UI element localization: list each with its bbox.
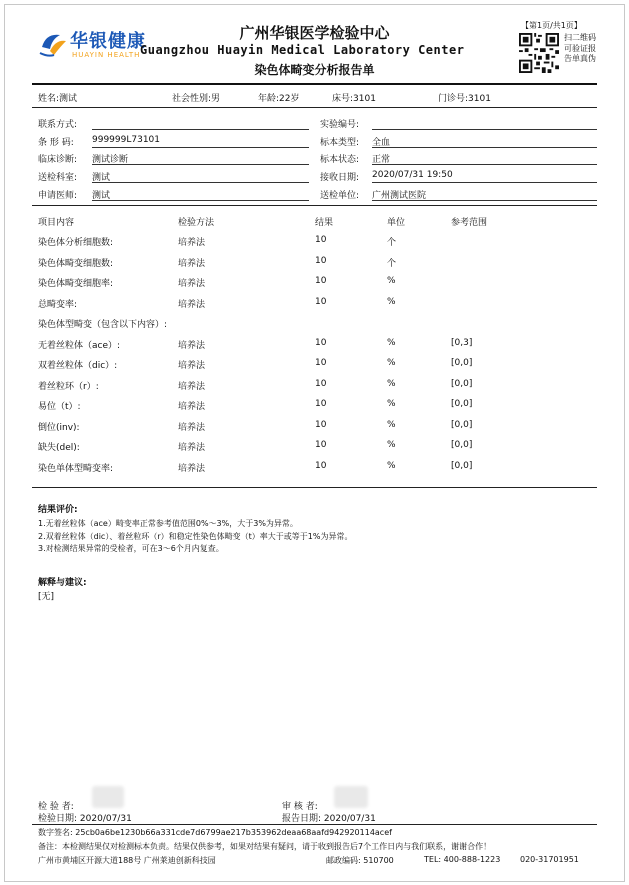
result-method: 培养法 bbox=[178, 443, 206, 453]
info-left-underline bbox=[92, 182, 309, 183]
bed-value: 3101 bbox=[353, 94, 376, 104]
result-ref: [0,0] bbox=[451, 399, 473, 409]
info-right-value: 2020/07/31 19:50 bbox=[372, 170, 453, 180]
result-item: 染色单体型畸变率: bbox=[38, 464, 114, 474]
info-right-value: 广州测试医院 bbox=[372, 191, 427, 201]
result-item: 染色体分析细胞数: bbox=[38, 238, 114, 248]
result-item: 双着丝粒体（dic）: bbox=[38, 361, 118, 371]
header-result: 结果 bbox=[315, 218, 334, 228]
divider-patient bbox=[32, 107, 597, 108]
result-item: 易位（t）: bbox=[38, 402, 81, 412]
tester-label: 检 验 者: bbox=[38, 802, 74, 812]
report-date bbox=[282, 811, 376, 824]
tester-signature bbox=[92, 786, 124, 808]
clinic-label: 门诊号: bbox=[438, 94, 469, 104]
report-date-label: 报告日期: bbox=[282, 814, 322, 824]
header-unit: 单位 bbox=[387, 218, 406, 228]
result-ref: [0,0] bbox=[451, 379, 473, 389]
divider-info bbox=[32, 205, 597, 206]
test-date-value: 2020/07/31 bbox=[79, 814, 132, 824]
result-item: 无着丝粒体（ace）: bbox=[38, 341, 121, 351]
info-left-underline bbox=[92, 129, 309, 130]
bed-label: 床号: bbox=[332, 94, 354, 104]
page-info: 【第1页/共1页】 bbox=[521, 21, 582, 30]
test-date bbox=[38, 811, 132, 824]
result-ref: [0,3] bbox=[451, 338, 473, 348]
result-result: 10 bbox=[315, 338, 327, 348]
result-unit: % bbox=[387, 399, 396, 409]
result-ref: [0,0] bbox=[451, 358, 473, 368]
info-left-label: 联系方式: bbox=[38, 120, 78, 130]
gender-label: 社会性别: bbox=[172, 94, 212, 104]
result-unit: 个 bbox=[387, 259, 397, 269]
gender-value: 男 bbox=[211, 94, 221, 104]
info-left-value: 测试 bbox=[92, 191, 111, 201]
age-label: 年龄: bbox=[258, 94, 280, 104]
result-unit: % bbox=[387, 297, 396, 307]
footer-address: 广州市黄埔区开源大道188号 广州莱迪创新科技园 bbox=[38, 856, 216, 865]
clinic-value: 3101 bbox=[468, 94, 491, 104]
result-result: 10 bbox=[315, 358, 327, 368]
result-result: 10 bbox=[315, 420, 327, 430]
info-left-underline bbox=[92, 164, 309, 165]
info-left-label: 条 形 码: bbox=[38, 138, 74, 148]
info-left-underline bbox=[92, 200, 309, 201]
info-right-underline bbox=[372, 129, 597, 130]
logo-text-cn: 华银健康 bbox=[70, 31, 146, 52]
info-right-underline bbox=[372, 147, 597, 148]
result-item: 缺失(del): bbox=[38, 443, 80, 453]
result-unit: % bbox=[387, 420, 396, 430]
evaluation-title: 结果评价: bbox=[38, 505, 78, 515]
result-method: 培养法 bbox=[178, 402, 206, 412]
result-method: 培养法 bbox=[178, 341, 206, 351]
info-right-label: 接收日期: bbox=[320, 173, 360, 183]
info-left-underline bbox=[92, 147, 309, 148]
header-ref: 参考范围 bbox=[451, 218, 488, 228]
result-item: 总畸变率: bbox=[38, 300, 78, 310]
result-item: 染色体畸变细胞率: bbox=[38, 279, 114, 289]
result-item: 着丝粒环（r）: bbox=[38, 382, 99, 392]
result-result: 10 bbox=[315, 440, 327, 450]
info-right-label: 标本类型: bbox=[320, 138, 360, 148]
info-right-underline bbox=[372, 164, 597, 165]
result-item: 染色体畸变细胞数: bbox=[38, 259, 114, 269]
patient-name bbox=[38, 91, 77, 104]
info-left-label: 送检科室: bbox=[38, 173, 78, 183]
name-label: 姓名: bbox=[38, 94, 60, 104]
info-left-value: 测试诊断 bbox=[92, 155, 129, 165]
result-method: 培养法 bbox=[178, 423, 206, 433]
info-left-value: 999999L73101 bbox=[92, 135, 161, 145]
result-method: 培养法 bbox=[178, 259, 206, 269]
info-left-label: 申请医师: bbox=[38, 191, 78, 201]
footer-postcode: 邮政编码: 510700 bbox=[326, 856, 394, 865]
result-result: 10 bbox=[315, 276, 327, 286]
result-method: 培养法 bbox=[178, 279, 206, 289]
info-right-underline bbox=[372, 182, 597, 183]
result-method: 培养法 bbox=[178, 238, 206, 248]
signature-hash: 25cb0a6be1230b66a331cde7d6799ae217b353962deaa68aafd942920114acef bbox=[75, 828, 392, 837]
result-result: 10 bbox=[315, 399, 327, 409]
result-ref: [0,0] bbox=[451, 420, 473, 430]
result-result: 10 bbox=[315, 461, 327, 471]
footer-tel: TEL: 400-888-1223 bbox=[424, 855, 501, 864]
advice-title: 解释与建议: bbox=[38, 578, 87, 588]
logo-text-en: HUAYIN HEALTH bbox=[72, 51, 141, 59]
divider-top bbox=[32, 83, 597, 85]
result-ref: [0,0] bbox=[451, 440, 473, 450]
result-unit: % bbox=[387, 440, 396, 450]
result-ref: [0,0] bbox=[451, 461, 473, 471]
result-unit: % bbox=[387, 276, 396, 286]
result-item: 倒位(inv): bbox=[38, 423, 80, 433]
patient-clinic bbox=[438, 91, 491, 104]
result-method: 培养法 bbox=[178, 300, 206, 310]
reviewer-signature bbox=[334, 786, 368, 808]
result-unit: % bbox=[387, 461, 396, 471]
info-right-value: 全血 bbox=[372, 138, 391, 148]
report-date-value: 2020/07/31 bbox=[323, 814, 376, 824]
age-value: 22岁 bbox=[279, 94, 300, 104]
result-result: 10 bbox=[315, 235, 327, 245]
patient-age bbox=[258, 91, 300, 104]
report-title: 染色体畸变分析报告单 bbox=[254, 63, 375, 77]
result-unit: % bbox=[387, 338, 396, 348]
info-right-label: 标本状态: bbox=[320, 155, 360, 165]
result-method: 培养法 bbox=[178, 464, 206, 474]
footer-note: 备注：本检测结果仅对检测标本负责。结果仅供参考，如果对结果有疑问，请于收到报告后7个工作日内与我们联系，谢谢合作！ bbox=[38, 842, 492, 851]
evaluation-line: 1.无着丝粒体（ace）畸变率正常参考值范围0%～3%，大于3%为异常。 bbox=[38, 519, 298, 528]
qr-instructions: 扫二维码可验证报告单真伪 bbox=[564, 33, 596, 63]
footer-fax: 020-31701951 bbox=[520, 855, 579, 864]
result-method: 培养法 bbox=[178, 361, 206, 371]
patient-bed bbox=[332, 91, 376, 104]
result-method: 培养法 bbox=[178, 382, 206, 392]
reviewer-label: 审 核 者: bbox=[282, 802, 318, 812]
result-unit: % bbox=[387, 379, 396, 389]
divider-results bbox=[32, 487, 597, 488]
advice-text: [无] bbox=[38, 592, 55, 602]
result-result: 10 bbox=[315, 256, 327, 266]
evaluation-line: 2.双着丝粒体（dic）、着丝粒环（r）和稳定性染色体畸变（t）率大于或等于1%为异常。 bbox=[38, 531, 353, 541]
info-right-value: 正常 bbox=[372, 155, 391, 165]
info-right-label: 实验编号: bbox=[320, 120, 360, 130]
result-result: 10 bbox=[315, 379, 327, 389]
divider-footer bbox=[32, 824, 597, 825]
result-item: 染色体型畸变（包含以下内容）: bbox=[38, 320, 168, 330]
result-unit: 个 bbox=[387, 238, 397, 248]
name-value: 测试 bbox=[59, 94, 78, 104]
center-title-en: Guangzhou Huayin Medical Laboratory Center bbox=[140, 43, 465, 57]
qr-code-icon[interactable] bbox=[519, 33, 559, 73]
digital-signature bbox=[38, 827, 392, 838]
result-result: 10 bbox=[315, 297, 327, 307]
info-right-underline bbox=[372, 200, 597, 201]
info-left-value: 测试 bbox=[92, 173, 111, 183]
result-unit: % bbox=[387, 358, 396, 368]
header-method: 检验方法 bbox=[178, 218, 215, 228]
patient-gender bbox=[172, 91, 220, 104]
signature-label: 数字签名: bbox=[38, 828, 73, 837]
evaluation-line: 3.对检测结果异常的受检者，可在3～6个月内复查。 bbox=[38, 544, 224, 553]
info-left-label: 临床诊断: bbox=[38, 155, 78, 165]
test-date-label: 检验日期: bbox=[38, 814, 78, 824]
center-title-cn: 广州华银医学检验中心 bbox=[239, 24, 390, 42]
header-item: 项目内容 bbox=[38, 218, 75, 228]
info-right-label: 送检单位: bbox=[320, 191, 360, 201]
